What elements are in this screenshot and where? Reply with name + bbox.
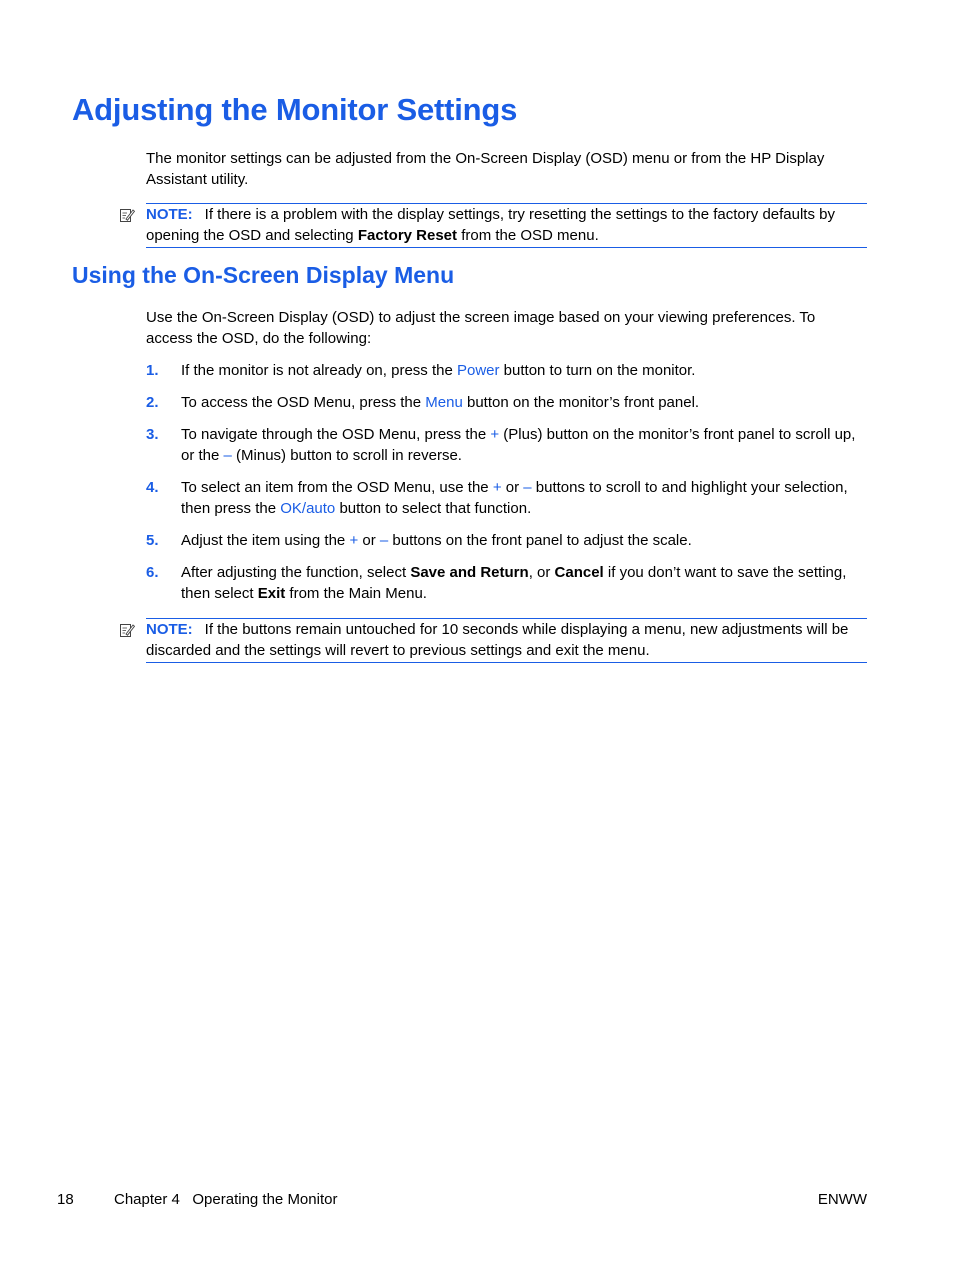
note-pencil-icon	[119, 622, 135, 638]
note-text-end: from the OSD menu.	[457, 227, 599, 244]
section-intro-paragraph: Use the On-Screen Display (OSD) to adjust the screen image based on your viewing preferences. To access the OSD, do the following:	[146, 309, 816, 347]
list-item	[146, 477, 867, 519]
note-bold-term: Factory Reset	[357, 227, 458, 244]
step-text: (Plus) button on the monitor’s front panel to scroll up, or the	[181, 426, 856, 464]
step-text: , or	[528, 564, 555, 581]
step-text: After adjusting the function, select	[181, 564, 411, 581]
list-item	[146, 360, 867, 381]
ok-auto-key-term: OK/auto	[280, 500, 336, 517]
step-text: buttons on the front panel to adjust the scale.	[388, 532, 692, 549]
note-text: If the buttons remain untouched for 10 seconds while displaying a menu, new adjustments will be discarded and the settings will revert to previous settings and exit the menu.	[146, 621, 849, 659]
exit-term: Exit	[257, 585, 286, 602]
step-text: from the Main Menu.	[285, 585, 427, 602]
plus-key-term: +	[492, 479, 502, 496]
page-title: Adjusting the Monitor Settings	[72, 92, 518, 127]
step-text: or	[358, 532, 380, 549]
list-item	[146, 530, 867, 551]
menu-key-term: Menu	[425, 394, 463, 411]
note-text: If there is a problem with the display settings, try resetting the settings to the factory defaults by opening the OSD and selecting	[146, 206, 835, 244]
step-text: button on the monitor’s front panel.	[462, 394, 700, 411]
intro-paragraph: The monitor settings can be adjusted from the On-Screen Display (OSD) menu or from the HP Display Assistant utility.	[146, 150, 825, 188]
note-box-factory-reset	[146, 203, 867, 248]
step-text: (Minus) button to scroll in reverse.	[231, 447, 462, 464]
note-label: NOTE:	[146, 621, 193, 638]
note-label: NOTE:	[146, 206, 193, 223]
note-box-timeout	[146, 618, 867, 663]
footer-page-number: 18	[57, 1191, 74, 1208]
step-number: 6.	[146, 564, 159, 581]
minus-key-term: –	[379, 532, 389, 549]
power-key-term: Power	[456, 362, 500, 379]
step-text: or	[501, 479, 524, 496]
step-number: 2.	[146, 394, 159, 411]
plus-key-term: +	[490, 426, 500, 443]
footer-chapter: Chapter 4 Operating the Monitor	[114, 1191, 338, 1208]
step-text: button to turn on the monitor.	[499, 362, 696, 379]
step-number: 5.	[146, 532, 159, 549]
list-item	[146, 562, 867, 604]
step-text: If the monitor is not already on, press the	[181, 362, 457, 379]
note-pencil-icon	[119, 207, 135, 223]
step-text: Adjust the item using the	[181, 532, 350, 549]
step-number: 3.	[146, 426, 159, 443]
step-number: 1.	[146, 362, 159, 379]
step-text: To navigate through the OSD Menu, press the	[181, 426, 491, 443]
step-text: To access the OSD Menu, press the	[181, 394, 426, 411]
save-and-return-term: Save and Return	[410, 564, 529, 581]
step-text: buttons to scroll to and highlight your selection, then press the	[181, 479, 848, 517]
steps-list	[146, 360, 867, 615]
step-text: To select an item from the OSD Menu, use the	[181, 479, 493, 496]
footer-code: ENWW	[817, 1191, 867, 1208]
minus-key-term: –	[523, 479, 532, 496]
plus-key-term: +	[349, 532, 359, 549]
minus-key-term: –	[223, 447, 232, 464]
section-title: Using the On-Screen Display Menu	[72, 262, 455, 288]
cancel-term: Cancel	[554, 564, 604, 581]
step-text: if you don’t want to save the setting, then select	[181, 564, 847, 602]
step-number: 4.	[146, 479, 159, 496]
list-item	[146, 424, 867, 466]
list-item	[146, 392, 867, 413]
step-text: button to select that function.	[335, 500, 532, 517]
